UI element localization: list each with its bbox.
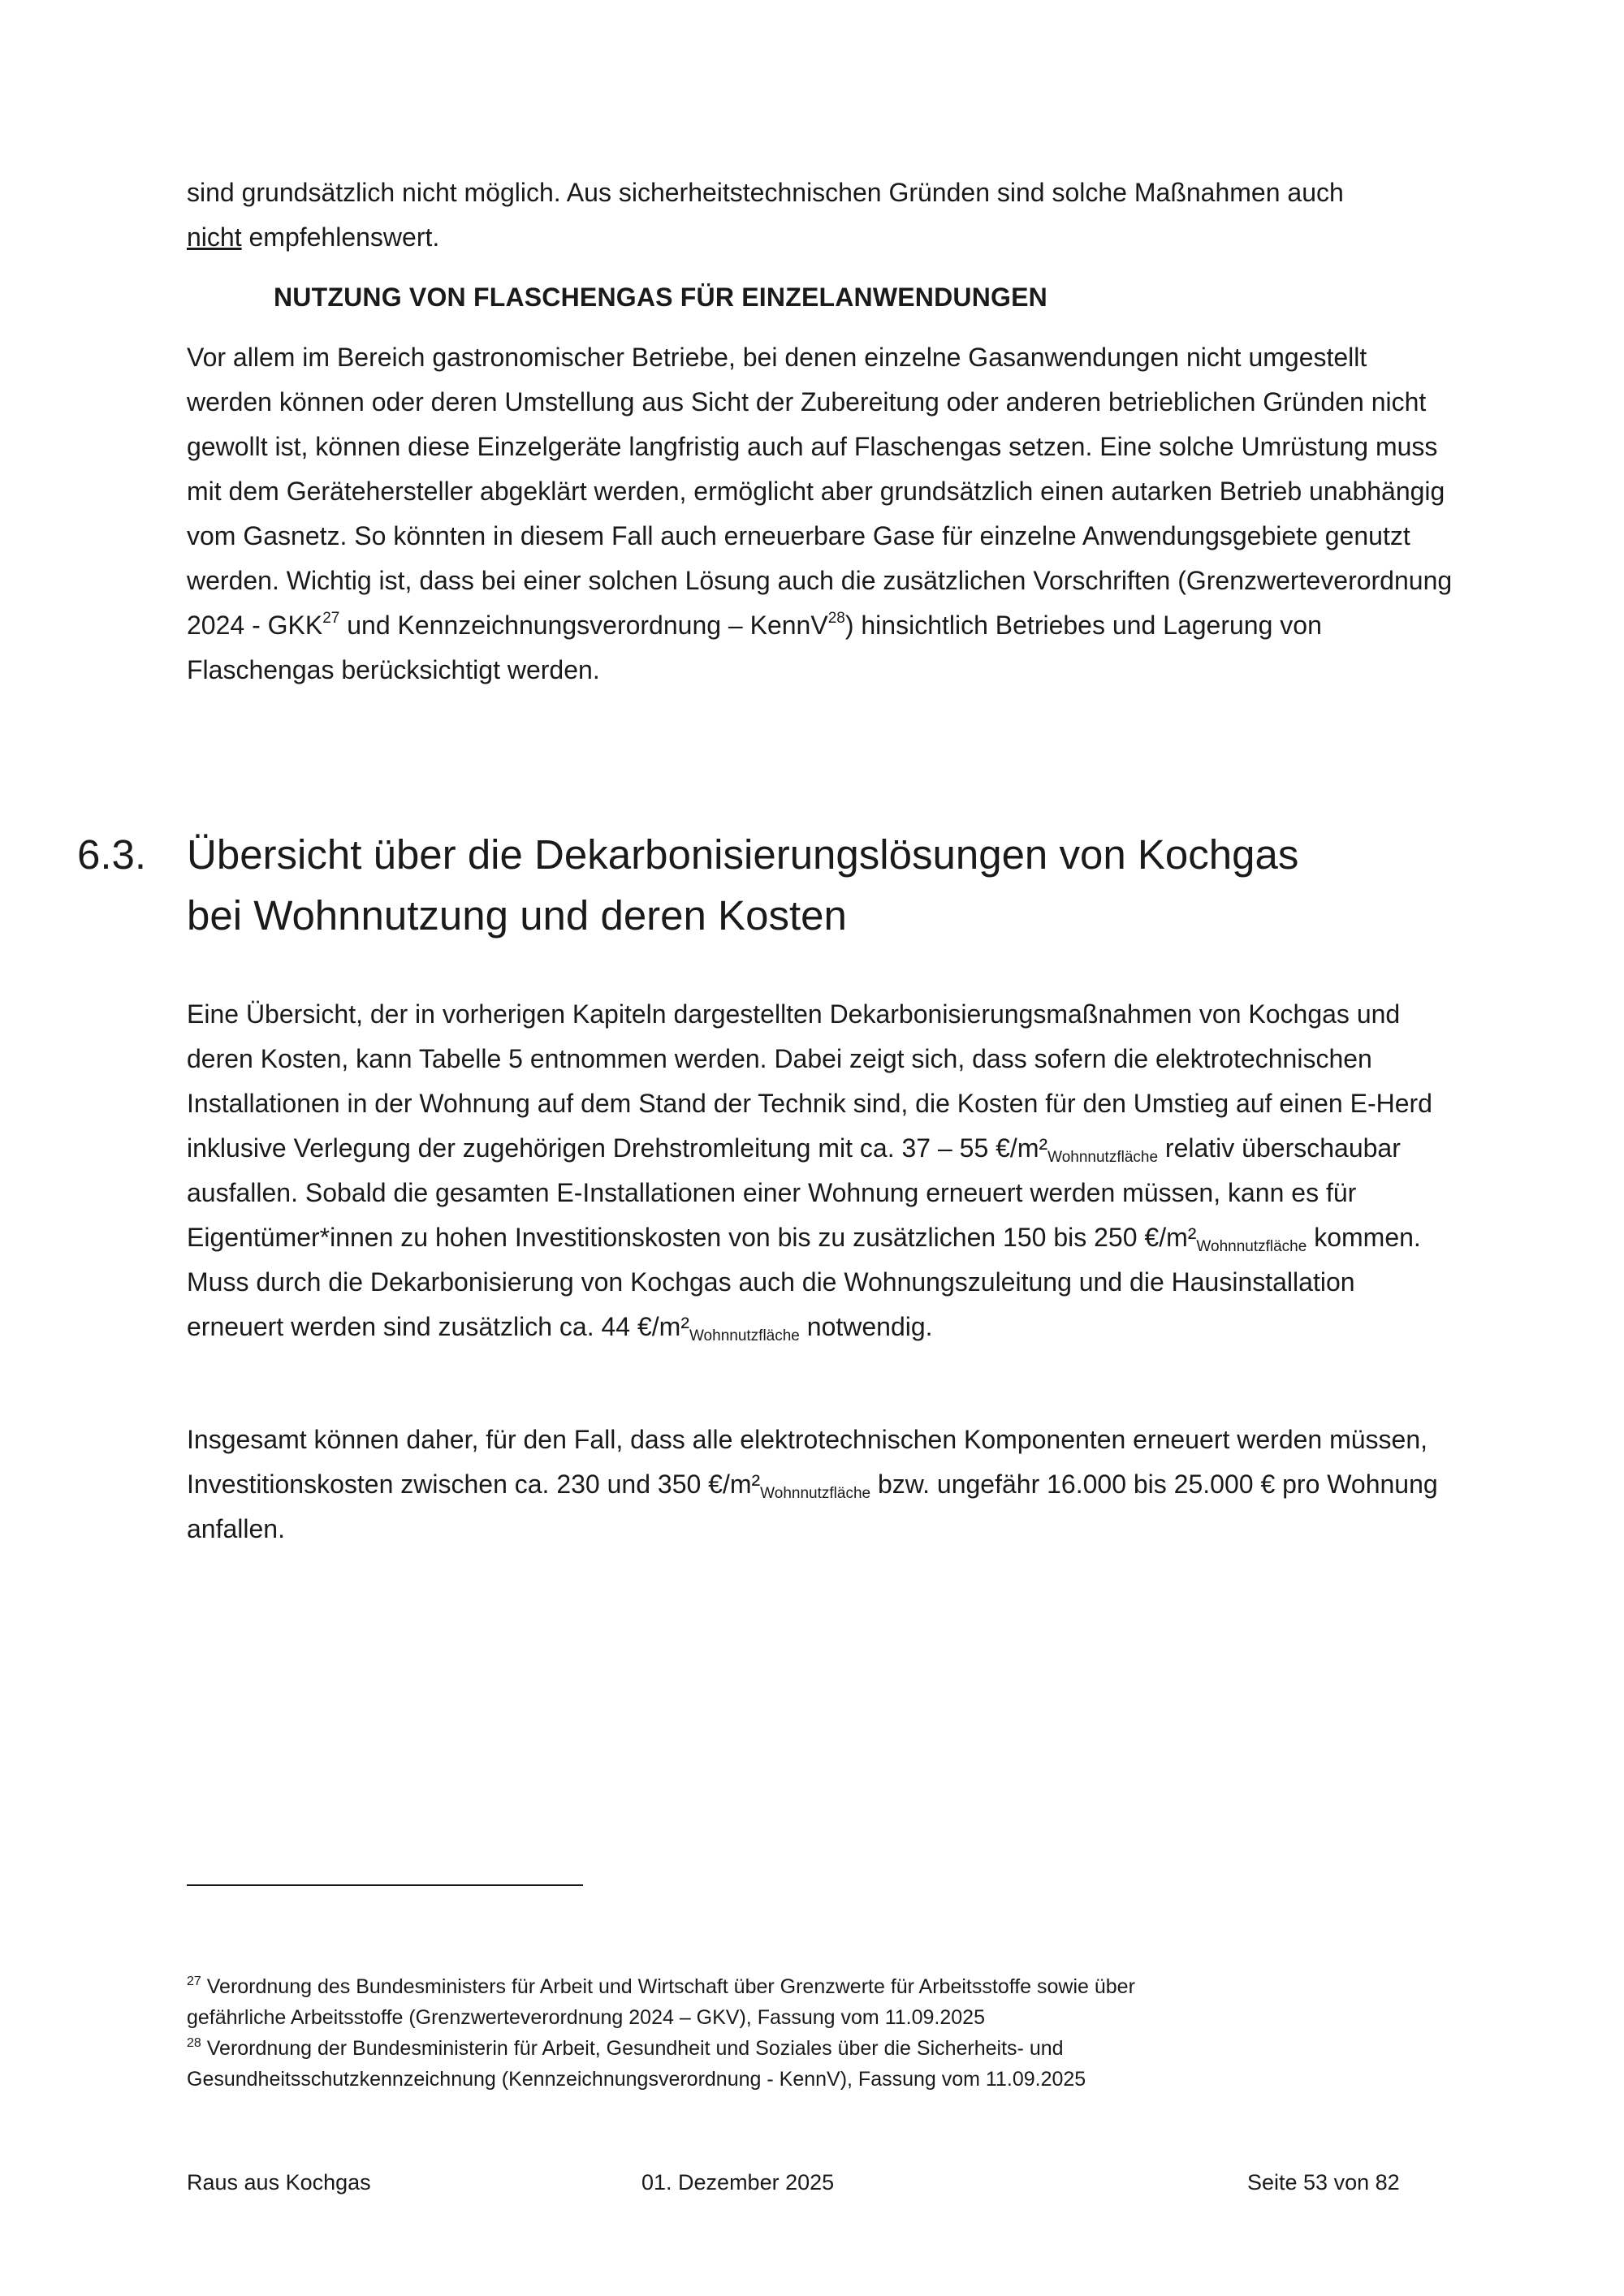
footnote-28-line-1 — [187, 2033, 1453, 2064]
intro-line-2-rest: empfehlenswert. — [241, 222, 440, 252]
unit-subscript-3: Wohnnutzfläche — [689, 1327, 800, 1344]
footnote-ref-28[interactable]: 28 — [827, 610, 845, 627]
footnote-27-line-2: gefährliche Arbeitsstoffe (Grenzwerteverordnung 2024 – GKV), Fassung vom 11.09.2025 — [187, 2006, 985, 2029]
flaschengas-text-b: und Kennzeichnungsverordnung – KennV — [339, 611, 828, 640]
footer-date: 01. Dezember 2025 — [641, 2170, 835, 2195]
summary-paragraph — [187, 1418, 1453, 1552]
footnote-number-27: 27 — [187, 1974, 201, 1988]
flaschengas-paragraph — [187, 335, 1453, 693]
footnote-28-text: Verordnung der Bundesministerin für Arbeit, Gesundheit und Soziales über die Sicherheits- und — [201, 2037, 1064, 2060]
overview-paragraph — [187, 992, 1453, 1349]
section-title-line-2: bei Wohnnutzung und deren Kosten — [187, 892, 847, 939]
section-title-line-1: Übersicht über die Dekarbonisierungslösungen von Kochgas — [187, 831, 1299, 878]
intro-paragraph — [187, 170, 1453, 260]
footer-page-number: Seite 53 von 82 — [1247, 2170, 1400, 2195]
intro-line-2 — [187, 215, 1453, 260]
footnote-27-text: Verordnung des Bundesministers für Arbeit und Wirtschaft über Grenzwerte für Arbeitsstoffe sowie über — [201, 1975, 1135, 1998]
footnote-ref-27[interactable]: 27 — [322, 610, 340, 627]
unit-subscript-1: Wohnnutzfläche — [1047, 1149, 1159, 1166]
overview-text-a: Eine Übersicht, der in vorherigen Kapiteln dargestellten Dekarbonisierungsmaßnahmen von Kochgas und deren Kosten, kann Tabelle 5 entnommen werden. Dabei zeigt sich, dass sofern die elektrotechnischen Installationen in der Wohnung auf dem Stand der Technik sind, die Kosten für den Umstieg auf einen E-Herd inklusive Verlegung der zugehörigen Drehstromleitung mit ca. 37 – 55 €/m² — [187, 999, 1432, 1163]
underlined-word: nicht — [187, 222, 242, 252]
overview-text-c: kommen. Muss durch die Dekarbonisierung von Kochgas auch die Wohnungszuleitung und die Hausinstallation erneuert werden sind zusätzlich ca. 44 €/m² — [187, 1223, 1421, 1341]
footnote-28-line-2: Gesundheitsschutzkennzeichnung (Kennzeichnungsverordnung - KennV), Fassung vom 11.09.2025 — [187, 2068, 1086, 2091]
summary-text-a: Insgesamt können daher, für den Fall, dass alle elektrotechnischen Komponenten erneuert werden müssen, Investitionskosten zwischen ca. 230 und 350 €/m² — [187, 1425, 1428, 1499]
subheading-flaschengas: NUTZUNG VON FLASCHENGAS FÜR EINZELANWENDUNGEN — [274, 283, 1047, 312]
flaschengas-text-a: Vor allem im Bereich gastronomischer Betriebe, bei denen einzelne Gasanwendungen nicht umgestellt werden können oder deren Umstellung aus Sicht der Zubereitung oder anderen betrieblichen Gründen nicht gewollt ist, können diese Einzelgeräte langfristig auch auf Flaschengas setzen. Eine solche Umrüstung muss mit dem Gerätehersteller abgeklärt werden, ermöglicht aber grundsätzlich einen autarken Betrieb unabhängig vom Gasnetz. So könnten in diesem Fall auch erneuerbare Gase für einzelne Anwendungsgebiete genutzt werden. Wichtig ist, dass bei einer solchen Lösung auch die zusätzlichen Vorschriften (Grenzwerteverordnung 2024 - GKK — [187, 343, 1453, 640]
intro-line-1: sind grundsätzlich nicht möglich. Aus sicherheitstechnischen Gründen sind solche Maßnahmen auch — [187, 178, 1344, 207]
summary-text-b: bzw. ungefähr 16.000 bis 25.000 € pro Wohnung anfallen. — [187, 1470, 1438, 1543]
section-number: 6.3. — [77, 831, 147, 878]
footnotes — [187, 1971, 1453, 2095]
flaschengas-text-c: ) hinsichtlich Betriebes und Lagerung von Flaschengas berücksichtigt werden. — [187, 611, 1322, 684]
footnote-number-28: 28 — [187, 2036, 201, 2050]
overview-text-d: notwendig. — [799, 1312, 933, 1341]
footer-document-title: Raus aus Kochgas — [187, 2170, 371, 2195]
overview-text-b: relativ überschaubar ausfallen. Sobald die gesamten E-Installationen einer Wohnung erneuert werden müssen, kann es für Eigentümer*innen zu hohen Investitionskosten von bis zu zusätzlichen 150 bis 250 €/m² — [187, 1133, 1401, 1252]
unit-subscript-2: Wohnnutzfläche — [1196, 1238, 1307, 1255]
section-title — [187, 824, 1453, 946]
footnote-separator — [187, 1884, 583, 1886]
unit-subscript-4: Wohnnutzfläche — [760, 1485, 871, 1502]
footnote-27-line-1 — [187, 1971, 1453, 2002]
